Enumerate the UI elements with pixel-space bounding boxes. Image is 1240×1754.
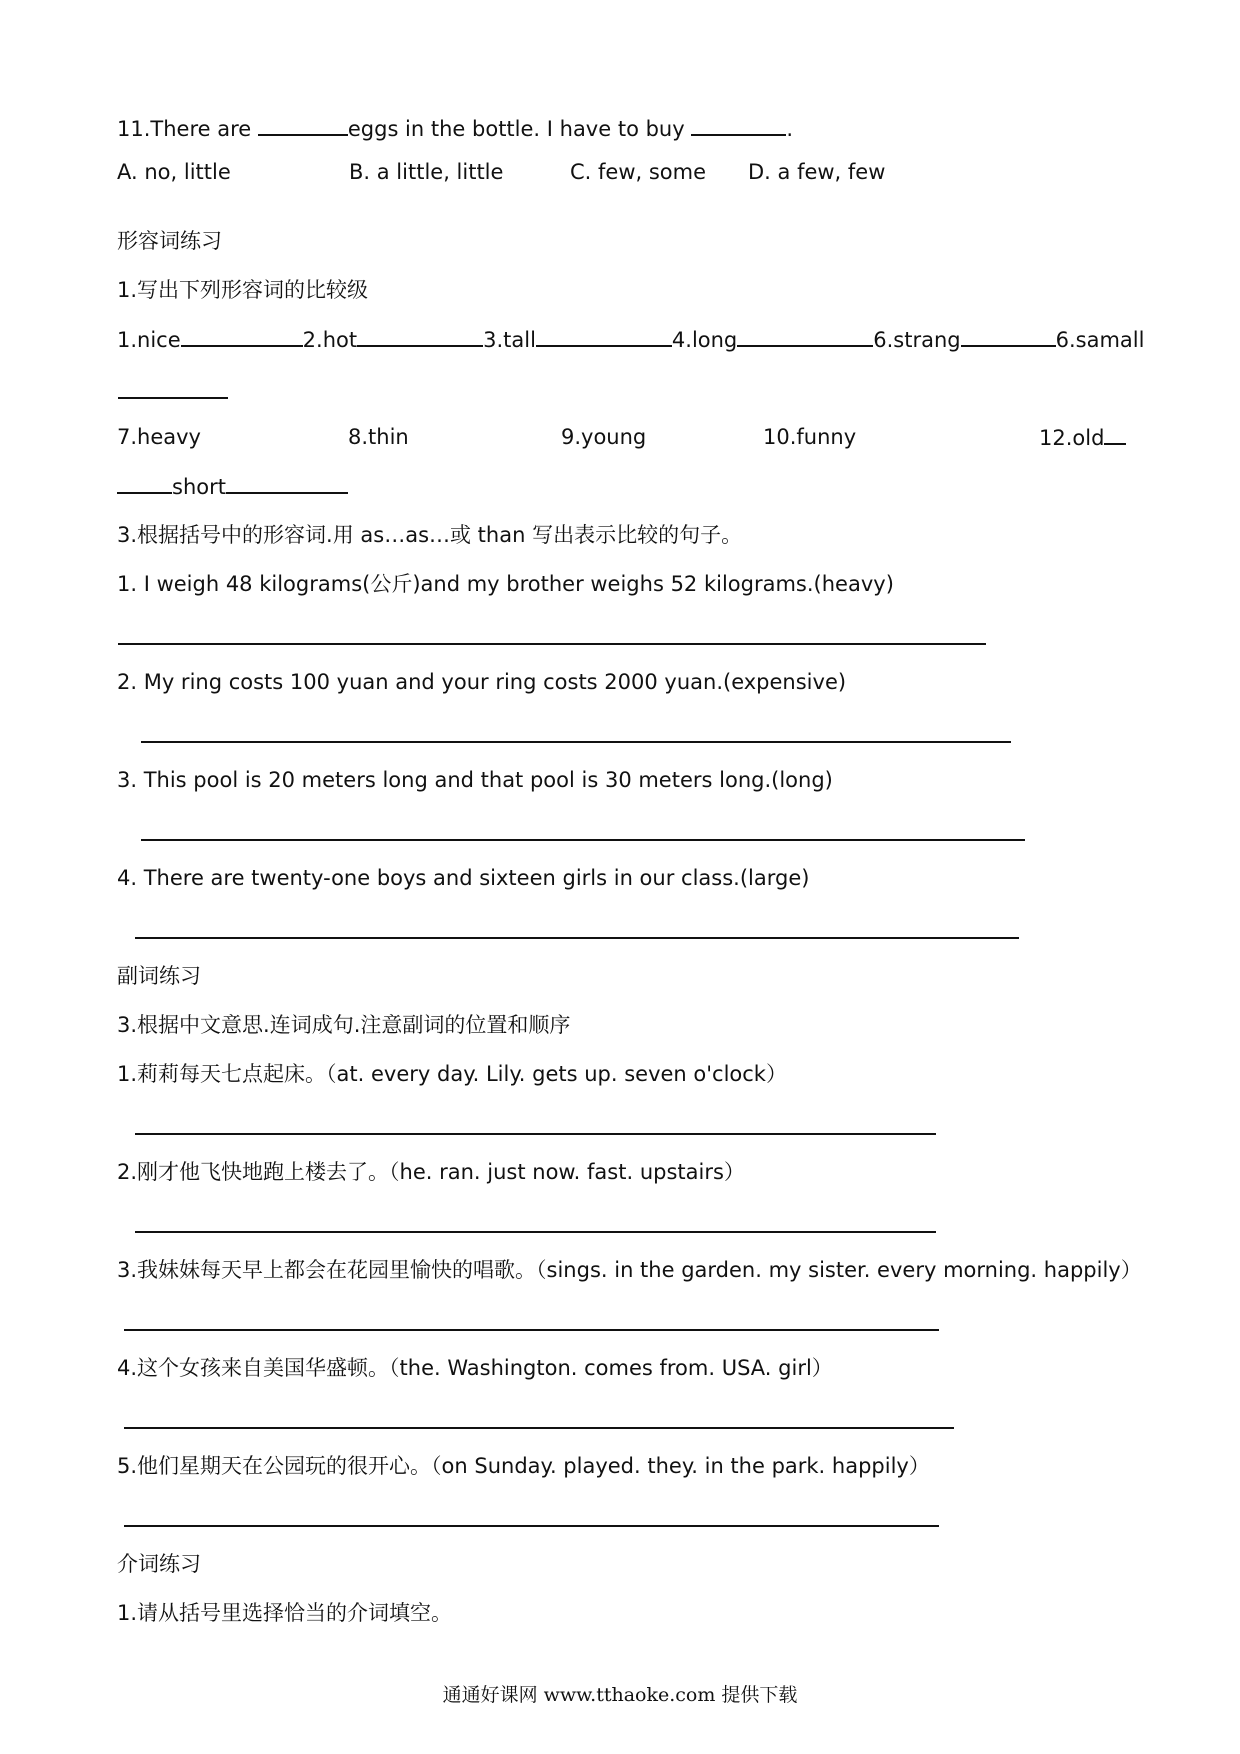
- blank[interactable]: [258, 114, 348, 136]
- blank[interactable]: [1104, 423, 1126, 445]
- blank[interactable]: [691, 114, 786, 136]
- sentence-item: 3. This pool is 20 meters long and that pool is 30 meters long.(long): [117, 768, 833, 792]
- answer-line[interactable]: [118, 397, 228, 399]
- blank[interactable]: [961, 325, 1056, 347]
- sentence-item: 1.莉莉每天七点起床。（at. every day. Lily. gets up. seven o'clock）: [117, 1062, 787, 1086]
- blank[interactable]: [117, 472, 172, 494]
- footer: 通通好课网 www.tthaoke.com 提供下载: [442, 1684, 798, 1706]
- comparative-row-1: 1.nice 2.hot 3.tall 4.long 6.strang 6.samall: [117, 325, 1144, 354]
- question-title: 1.请从括号里选择恰当的介词填空。: [117, 1601, 453, 1625]
- answer-line[interactable]: [124, 1427, 954, 1429]
- option-d: D. a few, few: [748, 160, 886, 184]
- answer-line[interactable]: [124, 1525, 939, 1527]
- option-b: B. a little, little: [349, 160, 504, 184]
- sentence-item: 4.这个女孩来自美国华盛顿。（the. Washington. comes from. USA. girl）: [117, 1356, 833, 1380]
- question-title: 1.写出下列形容词的比较级: [117, 278, 369, 302]
- sentence-item: 2.刚才他飞快地跑上楼去了。（he. ran. just now. fast. upstairs）: [117, 1160, 745, 1184]
- word-young: 9.young: [561, 425, 647, 449]
- section-heading-preposition: 介词练习: [117, 1552, 201, 1576]
- sentence-item: 2. My ring costs 100 yuan and your ring costs 2000 yuan.(expensive): [117, 670, 847, 694]
- answer-line[interactable]: [135, 1231, 936, 1233]
- section-heading-adjective: 形容词练习: [117, 229, 222, 253]
- answer-line[interactable]: [118, 643, 986, 645]
- sentence-item: 5.他们星期天在公园玩的很开心。（on Sunday. played. they. in the park. happily）: [117, 1454, 930, 1478]
- sentence-item: 4. There are twenty-one boys and sixteen girls in our class.(large): [117, 866, 810, 890]
- blank[interactable]: [357, 325, 483, 347]
- section-heading-adverb: 副词练习: [117, 964, 201, 988]
- word-short: short: [117, 472, 348, 501]
- blank[interactable]: [226, 472, 348, 494]
- answer-line[interactable]: [141, 839, 1025, 841]
- answer-line[interactable]: [141, 741, 1011, 743]
- question-title: 3.根据中文意思.连词成句.注意副词的位置和顺序: [117, 1013, 571, 1037]
- option-a: A. no, little: [117, 160, 231, 184]
- option-c: C. few, some: [570, 160, 707, 184]
- word-funny: 10.funny: [763, 425, 857, 449]
- answer-line[interactable]: [135, 1133, 936, 1135]
- sentence-item: 3.我妹妹每天早上都会在花园里愉快的唱歌。（sings. in the garden. my sister. every morning. happily）: [117, 1258, 1142, 1282]
- answer-line[interactable]: [135, 937, 1019, 939]
- blank[interactable]: [737, 325, 873, 347]
- question-title: 3.根据括号中的形容词.用 as…as…或 than 写出表示比较的句子。: [117, 523, 743, 547]
- question-11: 11.There are eggs in the bottle. I have to buy .: [117, 114, 793, 143]
- blank[interactable]: [181, 325, 303, 347]
- blank[interactable]: [536, 325, 672, 347]
- answer-line[interactable]: [124, 1329, 939, 1331]
- sentence-item: 1. I weigh 48 kilograms(公斤)and my brother weighs 52 kilograms.(heavy): [117, 572, 894, 596]
- word-heavy: 7.heavy: [117, 425, 201, 449]
- word-old: 12.old: [1039, 423, 1126, 452]
- word-thin: 8.thin: [348, 425, 409, 449]
